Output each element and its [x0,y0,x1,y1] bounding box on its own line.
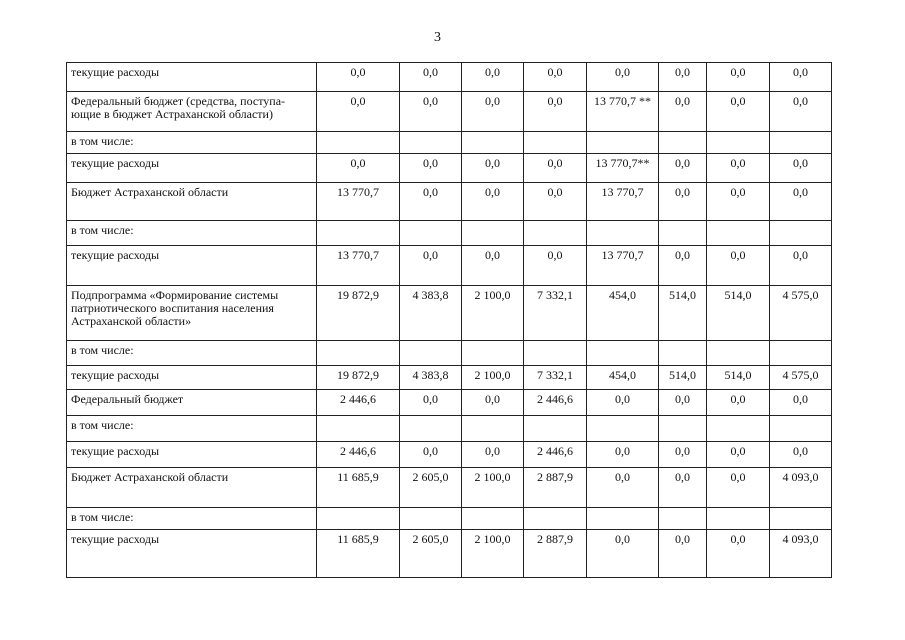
value-cell: 0,0 [659,468,707,508]
value-cell: 514,0 [707,366,770,390]
value-cell [317,221,400,246]
value-cell: 0,0 [587,442,659,468]
value-cell [770,416,832,442]
value-cell: 0,0 [770,154,832,183]
value-cell: 13 770,7** [587,154,659,183]
value-cell [770,341,832,366]
value-cell: 0,0 [524,154,587,183]
value-cell [400,132,462,154]
value-cell: 514,0 [659,286,707,341]
value-cell [400,341,462,366]
value-cell: 13 770,7 [317,246,400,286]
value-cell [707,341,770,366]
value-cell: 11 685,9 [317,468,400,508]
value-cell: 0,0 [659,154,707,183]
value-cell: 0,0 [707,530,770,578]
value-cell: 13 770,7 ** [587,92,659,132]
value-cell: 0,0 [400,442,462,468]
value-cell: 0,0 [770,183,832,221]
value-cell: 0,0 [707,92,770,132]
value-cell: 0,0 [707,246,770,286]
value-cell: 0,0 [659,92,707,132]
table-row [67,442,832,468]
value-cell: 0,0 [587,530,659,578]
value-cell: 2 100,0 [462,286,524,341]
value-cell: 0,0 [659,183,707,221]
value-cell: 0,0 [770,246,832,286]
value-cell: 4 383,8 [400,366,462,390]
row-label-cell: текущие расходы [67,366,317,390]
value-cell: 2 446,6 [524,390,587,416]
table-row [67,366,832,390]
value-cell: 11 685,9 [317,530,400,578]
value-cell: 0,0 [587,63,659,92]
value-cell: 454,0 [587,286,659,341]
value-cell: 0,0 [770,92,832,132]
value-cell: 7 332,1 [524,286,587,341]
value-cell: 2 446,6 [524,442,587,468]
row-label-cell: Федеральный бюджет [67,390,317,416]
budget-table [66,62,832,578]
value-cell: 0,0 [462,442,524,468]
value-cell [524,416,587,442]
table-row [67,92,832,132]
value-cell: 0,0 [462,154,524,183]
value-cell: 0,0 [462,390,524,416]
value-cell: 0,0 [659,63,707,92]
value-cell [524,341,587,366]
value-cell: 0,0 [400,390,462,416]
value-cell [707,132,770,154]
value-cell [707,221,770,246]
value-cell [770,508,832,530]
value-cell: 0,0 [524,63,587,92]
value-cell [462,416,524,442]
value-cell: 0,0 [400,154,462,183]
value-cell: 0,0 [524,92,587,132]
value-cell: 2 446,6 [317,390,400,416]
table-row [67,416,832,442]
value-cell: 0,0 [770,63,832,92]
table-row [67,286,832,341]
row-label-cell: текущие расходы [67,63,317,92]
value-cell [707,416,770,442]
value-cell [400,416,462,442]
value-cell: 0,0 [707,183,770,221]
row-label-cell: текущие расходы [67,442,317,468]
value-cell: 13 770,7 [317,183,400,221]
value-cell [400,508,462,530]
value-cell: 7 332,1 [524,366,587,390]
table-row [67,246,832,286]
row-label-cell: текущие расходы [67,154,317,183]
value-cell: 13 770,7 [587,246,659,286]
table-row [67,221,832,246]
value-cell: 0,0 [400,246,462,286]
value-cell: 0,0 [317,63,400,92]
row-label-cell: в том числе: [67,341,317,366]
table-row [67,530,832,578]
value-cell [400,221,462,246]
value-cell: 19 872,9 [317,286,400,341]
table-row [67,390,832,416]
value-cell [659,416,707,442]
value-cell [587,132,659,154]
table-row [67,63,832,92]
value-cell: 0,0 [317,154,400,183]
value-cell [770,221,832,246]
value-cell: 4 575,0 [770,286,832,341]
value-cell [659,508,707,530]
row-label-cell: Бюджет Астраханской области [67,468,317,508]
row-label-cell: в том числе: [67,132,317,154]
value-cell: 13 770,7 [587,183,659,221]
value-cell: 0,0 [659,246,707,286]
value-cell: 0,0 [659,390,707,416]
value-cell: 0,0 [707,442,770,468]
table-row [67,508,832,530]
value-cell: 0,0 [770,442,832,468]
value-cell: 2 446,6 [317,442,400,468]
value-cell: 0,0 [659,442,707,468]
table-row [67,468,832,508]
row-label-cell: в том числе: [67,416,317,442]
value-cell [462,341,524,366]
value-cell: 2 605,0 [400,468,462,508]
value-cell [587,508,659,530]
value-cell [462,508,524,530]
value-cell [659,341,707,366]
value-cell [770,132,832,154]
value-cell: 0,0 [462,246,524,286]
value-cell: 0,0 [587,390,659,416]
value-cell: 0,0 [317,92,400,132]
value-cell: 0,0 [462,63,524,92]
value-cell: 0,0 [707,390,770,416]
value-cell: 0,0 [524,183,587,221]
value-cell [659,221,707,246]
value-cell: 4 093,0 [770,468,832,508]
value-cell: 4 093,0 [770,530,832,578]
row-label-cell: Федеральный бюджет (средства, поступа-ющие в бюджет Астраханской области) [67,92,317,132]
value-cell: 454,0 [587,366,659,390]
row-label-cell: в том числе: [67,221,317,246]
value-cell: 4 383,8 [400,286,462,341]
row-label-cell: Подпрограмма «Формирование системы патриотического воспитания населения Астраханской области» [67,286,317,341]
value-cell: 4 575,0 [770,366,832,390]
row-label-cell: в том числе: [67,508,317,530]
value-cell: 0,0 [524,246,587,286]
page-number: 3 [434,30,441,45]
value-cell: 0,0 [462,183,524,221]
value-cell: 0,0 [770,390,832,416]
value-cell: 2 887,9 [524,530,587,578]
value-cell [587,341,659,366]
value-cell: 2 100,0 [462,468,524,508]
table-row [67,341,832,366]
value-cell: 0,0 [462,92,524,132]
value-cell: 19 872,9 [317,366,400,390]
value-cell: 0,0 [659,530,707,578]
value-cell: 0,0 [707,63,770,92]
value-cell: 0,0 [587,468,659,508]
value-cell [317,132,400,154]
value-cell [524,508,587,530]
value-cell [317,508,400,530]
value-cell: 0,0 [400,92,462,132]
row-label-cell: текущие расходы [67,246,317,286]
value-cell [524,132,587,154]
value-cell: 2 100,0 [462,530,524,578]
value-cell: 514,0 [707,286,770,341]
value-cell [587,416,659,442]
value-cell [317,341,400,366]
row-label-cell: Бюджет Астраханской области [67,183,317,221]
value-cell [659,132,707,154]
value-cell [524,221,587,246]
table-row [67,132,832,154]
value-cell [462,221,524,246]
value-cell [707,508,770,530]
value-cell [462,132,524,154]
table-row [67,154,832,183]
value-cell: 2 100,0 [462,366,524,390]
value-cell: 0,0 [707,468,770,508]
value-cell: 2 605,0 [400,530,462,578]
value-cell: 514,0 [659,366,707,390]
value-cell: 0,0 [707,154,770,183]
value-cell: 0,0 [400,183,462,221]
table-row [67,183,832,221]
value-cell: 2 887,9 [524,468,587,508]
value-cell: 0,0 [400,63,462,92]
value-cell [317,416,400,442]
row-label-cell: текущие расходы [67,530,317,578]
value-cell [587,221,659,246]
